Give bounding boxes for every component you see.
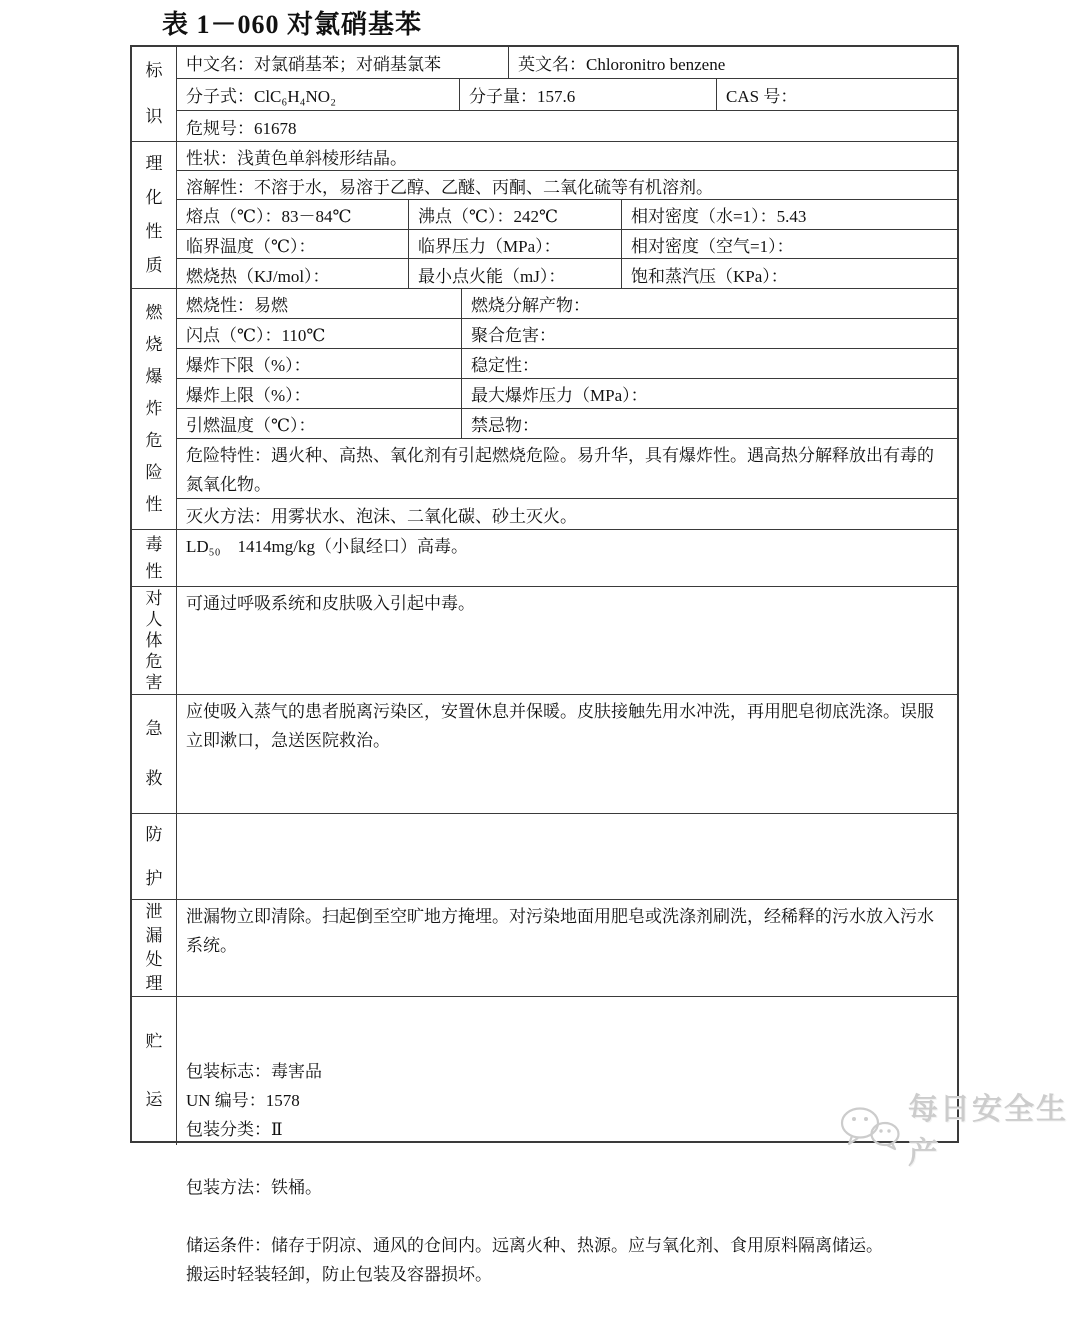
pack-class: 包装分类：Ⅱ (186, 1120, 283, 1139)
density-water-cell: 相对密度（水=1）：5.43 (631, 207, 807, 226)
table-row (177, 349, 957, 379)
section-label-text: 防护 (145, 824, 163, 888)
fire-fighting-cell: 灭火方法：用雾状水、泡沫、二氧化碳、砂土灭火。 (186, 507, 577, 526)
section-first-aid (132, 695, 957, 814)
table-row (177, 171, 957, 200)
section-label-health-hazard (132, 587, 177, 694)
max-explosion-pressure-cell: 最大爆炸压力（MPa）： (471, 386, 648, 405)
section-label-text: 毒性 (145, 535, 163, 581)
first-aid-text: 应使吸入蒸气的患者脱离污染区，安置休息并保暖。皮肤接触先用水冲洗，再用肥皂彻底洗涤。误服立即漱口，急送医院救治。 (186, 702, 934, 750)
section-label-text: 对人体危害 (145, 589, 163, 692)
cas-cell: CAS 号： (726, 87, 798, 106)
flammability-cell: 燃烧性：易燃 (177, 289, 462, 318)
formula-cell: 分子式：ClC₆H₄NO₂ (177, 79, 460, 110)
section-body-storage-transport (177, 997, 957, 1284)
pack-mark: 包装标志：毒害品 (186, 1062, 322, 1081)
section-leak-handling (132, 900, 957, 997)
table-row (177, 289, 957, 319)
section-body-identification (177, 47, 957, 141)
melting-point-cell: 熔点（℃）：83－84℃ (177, 200, 409, 229)
boiling-point-cell: 沸点（℃）：242℃ (409, 200, 622, 229)
safety-data-table (130, 45, 959, 1284)
health-hazard-text: 可通过呼吸系统和皮肤吸入引起中毒。 (186, 594, 475, 613)
packaging-line (186, 1028, 948, 1144)
section-body-leak-handling (177, 900, 957, 996)
table-row (177, 499, 957, 530)
appearance-cell: 性状：浅黄色单斜棱形结晶。 (186, 148, 407, 168)
section-label-text: 泄漏处理 (145, 902, 163, 993)
section-health-hazard (132, 587, 957, 695)
table-row (177, 79, 957, 111)
section-body-health-hazard (177, 587, 957, 694)
min-ignition-energy-cell: 最小点火能（mJ）： (409, 259, 622, 289)
solubility-cell: 溶解性：不溶于水，易溶于乙醇、乙醚、丙酮、二氧化硫等有机溶剂。 (186, 177, 713, 197)
table-row (177, 200, 957, 230)
critical-pressure-cell: 临界压力（MPa）： (409, 230, 622, 258)
section-protection (132, 814, 957, 900)
table-row (177, 379, 957, 409)
section-toxicity (132, 530, 957, 587)
section-label-text: 理化性质 (145, 154, 163, 275)
section-label-toxicity (132, 530, 177, 586)
ignition-temp-cell: 引燃温度（℃）： (177, 409, 462, 438)
danger-code-cell: 危规号：61678 (186, 119, 297, 138)
section-body-toxicity (177, 530, 957, 586)
section-body-physchem (177, 142, 957, 288)
storage-conditions: 储运条件：储存于阴凉、通风的仓间内。远离火种、热源。应与氧化剂、食用原料隔离储运。 搬运时轻装轻卸，防止包装及容器损坏。 (186, 1236, 883, 1284)
critical-temp-cell: 临界温度（℃）： (177, 230, 409, 258)
section-label-text: 标识 (145, 61, 163, 126)
section-label-physchem (132, 142, 177, 288)
table-row (177, 111, 957, 142)
explosion-upper-limit-cell: 爆炸上限（%）： (177, 379, 462, 408)
section-body-protection (177, 814, 957, 899)
section-label-text: 燃烧爆炸危险性 (145, 303, 163, 514)
watermark-text: 每日安全生产 (908, 1093, 1068, 1170)
section-label-fire-explosion (132, 289, 177, 529)
table-row (177, 142, 957, 171)
section-label-text: 急救 (145, 719, 163, 788)
incompatibles-cell: 禁忌物： (471, 416, 539, 435)
sat-vapor-pressure-cell: 饱和蒸汽压（KPa）： (631, 266, 788, 286)
section-label-identification (132, 47, 177, 141)
section-label-leak-handling (132, 900, 177, 996)
mol-weight-cell: 分子量：157.6 (460, 79, 717, 110)
section-label-protection (132, 814, 177, 899)
table-row (177, 47, 957, 79)
protection-text (177, 814, 957, 899)
section-physchem (132, 142, 957, 289)
table-row (177, 409, 957, 439)
storage-transport-text (177, 997, 957, 1320)
section-identification (132, 47, 957, 142)
decomposition-products-cell: 燃烧分解产物： (471, 296, 590, 315)
page-title: 表 1－060 对氯硝基苯 (162, 10, 423, 39)
section-fire-explosion (132, 289, 957, 530)
section-label-first-aid (132, 695, 177, 813)
table-row (177, 439, 957, 499)
polymerization-hazard-cell: 聚合危害： (471, 326, 556, 345)
chinese-name-cell: 中文名：对氯硝基苯；对硝基氯苯 (177, 47, 509, 78)
section-label-storage-transport (132, 997, 177, 1145)
section-body-first-aid (177, 695, 957, 813)
un-number: UN 编号：1578 (186, 1091, 300, 1110)
explosion-lower-limit-cell: 爆炸下限（%）： (177, 349, 462, 378)
leak-handling-text: 泄漏物立即清除。扫起倒至空旷地方掩埋。对污染地面用肥皂或洗涤剂刷洗，经稀释的污水放入污水系统。 (186, 907, 934, 955)
pack-method: 包装方法：铁桶。 (186, 1178, 322, 1197)
stability-cell: 稳定性： (471, 356, 539, 375)
toxicity-text: LD₅₀ 1414mg/kg（小鼠经口）高毒。 (186, 537, 468, 556)
english-name-cell: 英文名：Chloronitro benzene (518, 55, 726, 74)
table-row (177, 230, 957, 259)
section-label-text: 贮运 (145, 1032, 163, 1109)
hazard-traits-cell: 危险特性：遇火种、高热、氧化剂有引起燃烧危险。易升华，具有爆炸性。遇高热分解释放出有毒的氮氧化物。 (186, 446, 934, 494)
section-storage-transport (132, 997, 957, 1284)
density-air-cell: 相对密度（空气=1）： (631, 236, 794, 256)
flash-point-cell: 闪点（℃）：110℃ (177, 319, 462, 348)
table-row (177, 319, 957, 349)
combustion-heat-cell: 燃烧热（KJ/mol）： (177, 259, 409, 289)
table-row (177, 259, 957, 289)
section-body-fire-explosion (177, 289, 957, 529)
